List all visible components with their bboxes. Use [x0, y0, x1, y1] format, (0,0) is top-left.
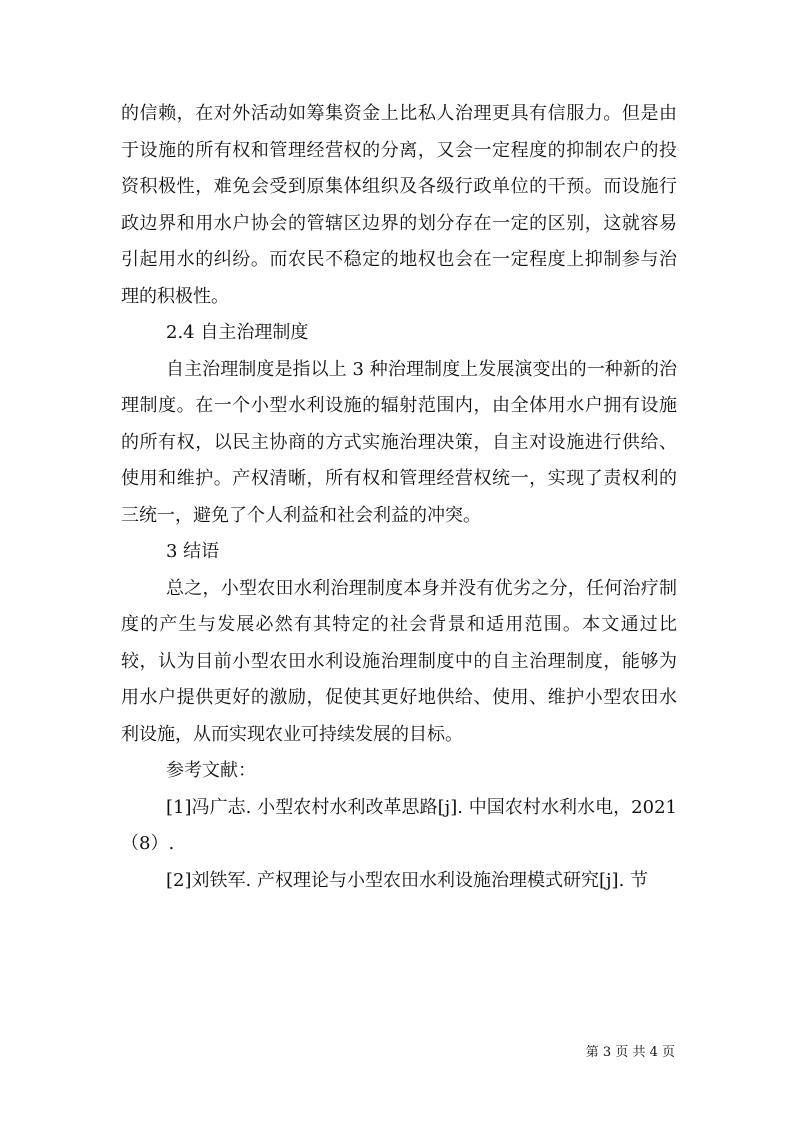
section-heading-conclusion: 3 结语 — [166, 541, 220, 562]
document-body — [121, 96, 677, 899]
paragraph-continuation: 的信赖，在对外活动如筹集资金上比私人治理更具有信服力。但是由于设施的所有权和管理经营权的分离，又会一定程度的抑制农户的投资积极性，难免会受到原集体组织及各级行政单位的干预。而设施行政边界和用水户协会的管辖区边界的划分存在一定的区别，这就容易引起用水的纠纷。而农民不稳定的地权也会在一定程度上抑制参与治理的积极性。 — [121, 103, 677, 307]
references-heading: 参考文献： — [166, 760, 256, 781]
reference-item-2: [2]刘铁军. 产权理论与小型农田水利设施治理模式研究[j]. 节 — [166, 869, 649, 891]
page-number-footer: 第 3 页 共 4 页 — [585, 1045, 675, 1060]
paragraph-conclusion: 总之，小型农田水利治理制度本身并没有优劣之分，任何治疗制度的产生与发展必然有其特定的社会背景和适用范围。本文通过比较，认为目前小型农田水利设施治理制度中的自主治理制度，能够为用水户提供更好的激励，促使其更好地供给、使用、维护小型农田水利设施，从而实现农业可持续发展的目标。 — [121, 577, 677, 745]
section-heading-2-4: 2.4 自主治理制度 — [166, 322, 309, 343]
paragraph-self-governance: 自主治理制度是指以上 3 种治理制度上发展演变出的一种新的治理制度。在一个小型水利设施的辐射范围内，由全体用水户拥有设施的所有权，以民主协商的方式实施治理决策，自主对设施进行供给、使用和维护。产权清晰，所有权和管理经营权统一，实现了责权利的三统一，避免了个人利益和社会利益的冲突。 — [121, 358, 677, 526]
reference-item-1: [1]冯广志. 小型农村水利改革思路[j]. 中国农村水利水电，2021（8）. — [121, 796, 677, 854]
